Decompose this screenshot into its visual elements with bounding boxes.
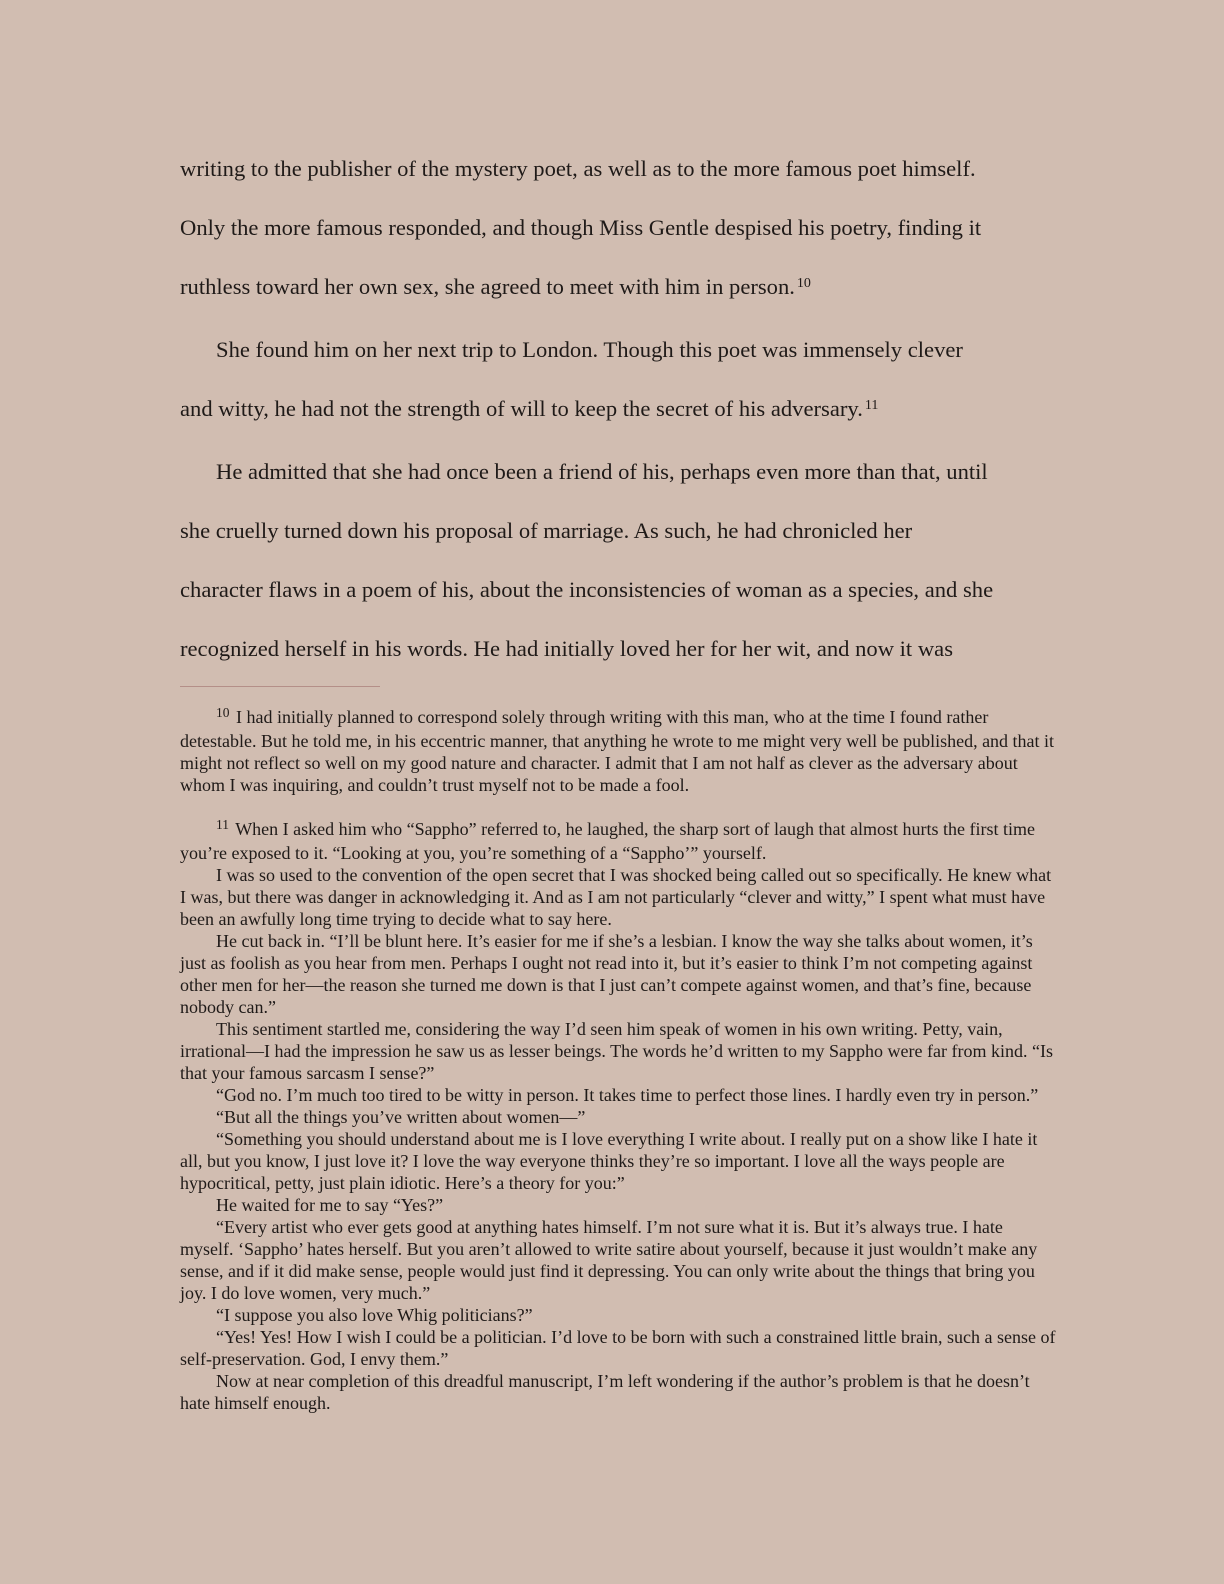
body-line [180, 442, 1060, 501]
body-line [180, 619, 1060, 678]
body-line [180, 501, 1060, 560]
body-line-text: recognized herself in his words. He had initially loved her for her wit, and now it was [180, 636, 953, 661]
body-line-text: He admitted that she had once been a friend of his, perhaps even more than that, until [216, 459, 988, 484]
footnote-number: 11 [216, 817, 229, 832]
body-line-text: character flaws in a poem of his, about the inconsistencies of woman as a species, and she [180, 577, 994, 602]
footnote-paragraph: This sentiment startled me, considering the way I’d seen him speak of women in his own writing. Petty, vain, irrational—I had the impression he saw us as lesser beings. The words he’d written to my Sappho were far from kind. “Is that your famous sarcasm I sense?” [180, 1019, 1053, 1083]
body-line [180, 560, 1060, 619]
footnote-paragraph: I was so used to the convention of the open secret that I was shocked being called out so specifically. He knew what I was, but there was danger in acknowledging it. And as I am not particularly “clever and witty,” I spent what must have been an awfully long time trying to decide what to say here. [180, 865, 1052, 929]
body-line [180, 320, 1060, 379]
footnote-paragraph: “I suppose you also love Whig politicians?” [216, 1305, 533, 1325]
footnotes [180, 706, 1060, 1414]
footnote-text: When I asked him who “Sappho” referred to, he laughed, the sharp sort of laugh that almost hurts the first time you’re exposed to it. “Looking at you, you’re something of a “Sappho’” yourself. [180, 819, 1035, 863]
footnote-10 [180, 706, 1060, 796]
footnote-paragraph: Now at near completion of this dreadful manuscript, I’m left wondering if the author’s problem is that he doesn’t hate himself enough. [180, 1371, 1030, 1413]
footnote-text: I had initially planned to correspond solely through writing with this man, who at the time I found rather detestable. But he told me, in his eccentric manner, that anything he wrote to me might very well be published, and that it might not reflect so well on my good nature and character. I admit that I am not half as clever as the adversary about whom I was inquiring, and couldn’t trust myself not to be made a fool. [180, 707, 1055, 795]
footnote-separator [180, 686, 380, 687]
body-line-text: writing to the publisher of the mystery poet, as well as to the more famous poet himself. [180, 156, 976, 181]
footnote-paragraph: “Every artist who ever gets good at anything hates himself. I’m not sure what it is. But it’s always true. I hate myself. ‘Sappho’ hates herself. But you aren’t allowed to write satire about yourself, because it just wouldn’t make any sense, and if it did make sense, people would just find it depressing. You can only write about the things that bring you joy. I do love women, very much.” [180, 1217, 1038, 1303]
footnote-paragraph: “But all the things you’ve written about women—” [216, 1107, 586, 1127]
footnote-reference-11[interactable]: 11 [864, 398, 879, 413]
footnote-number: 10 [216, 705, 230, 720]
main-text [180, 139, 1060, 678]
footnote-paragraph: “God no. I’m much too tired to be witty in person. It takes time to perfect those lines. I hardly even try in person.” [216, 1085, 1039, 1105]
footnote-paragraph: “Something you should understand about me is I love everything I write about. I really put on a show like I hate it all, but you know, I just love it? I love the way everyone thinks they’re so important. I love all the ways people are hypocritical, petty, just plain idiotic. Here’s a theory for you:” [180, 1129, 1038, 1193]
footnote-reference-10[interactable]: 10 [796, 276, 811, 291]
body-line [180, 379, 1060, 442]
body-line-text: Only the more famous responded, and though Miss Gentle despised his poetry, finding it [180, 215, 982, 240]
body-line [180, 198, 1060, 257]
footnote-11 [180, 818, 1060, 864]
body-line-text: She found him on her next trip to London. Though this poet was immensely clever [216, 337, 963, 362]
footnote-paragraph: “Yes! Yes! How I wish I could be a politician. I’d love to be born with such a constrained little brain, such a sense of self-preservation. God, I envy them.” [180, 1327, 1056, 1369]
body-line [180, 257, 1060, 320]
body-line-text: she cruelly turned down his proposal of marriage. As such, he had chronicled her [180, 518, 913, 543]
body-line-text: and witty, he had not the strength of will to keep the secret of his adversary. [180, 396, 863, 421]
body-line-text: ruthless toward her own sex, she agreed to meet with him in person. [180, 274, 795, 299]
footnote-paragraph: He waited for me to say “Yes?” [216, 1195, 444, 1215]
footnote-paragraph: He cut back in. “I’ll be blunt here. It’s easier for me if she’s a lesbian. I know the way she talks about women, it’s just as foolish as you hear from men. Perhaps I ought not read into it, but it’s easier to think I’m not competing against other men for her—the reason she turned me down is that I just can’t compete against women, and that’s fine, because nobody can.” [180, 931, 1033, 1017]
body-line [180, 139, 1060, 198]
